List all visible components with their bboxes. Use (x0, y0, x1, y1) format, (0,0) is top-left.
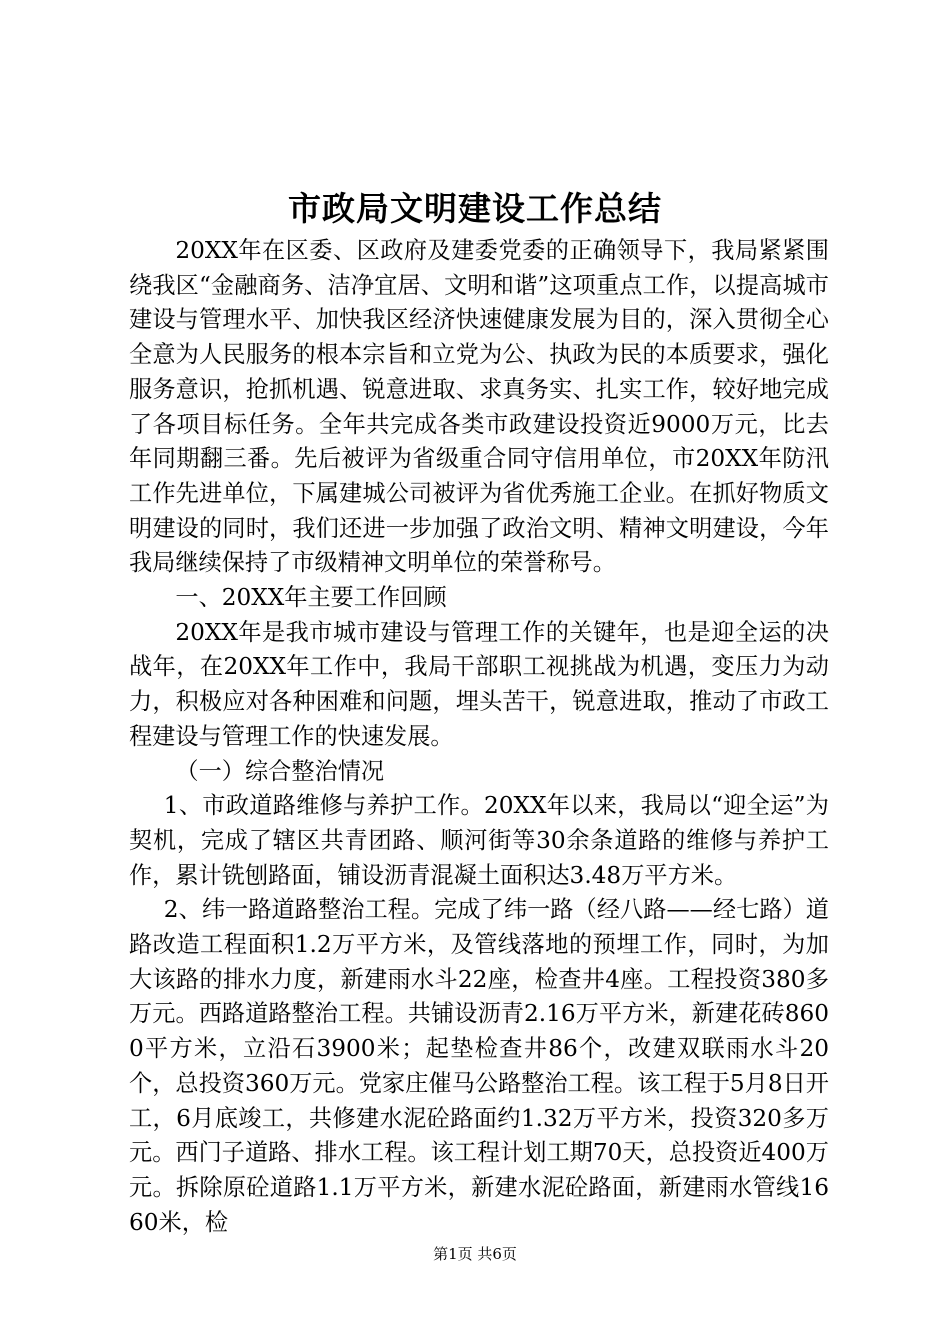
paragraph-weiyi-road: 2、纬一路道路整治工程。完成了纬一路（经八路——经七路）道路改造工程面积1.2万平方米，及管线落地的预埋工作，同时，为加大该路的排水力度，新建雨水斗22座，检查井4座。工程投资380多万元。西路道路整治工程。共铺设沥青2.16万平方米，新建花砖8600平方米，立沿石3900米；起垫检查井86个，改建双联雨水斗20个，总投资360万元。党家庄催马公路整治工程。该工程于5月8日开工，6月底竣工，共修建水泥砼路面约1.32万平方米，投资320多万元。西门子道路、排水工程。该工程计划工期70天，总投资近400万元。拆除原砼道路1.1万平方米，新建水泥砼路面，新建雨水管线1660米，检 (129, 896, 829, 1236)
paragraph-road-maintenance: 1、市政道路维修与养护工作。20XX年以来，我局以“迎全运”为契机，完成了辖区共青团路、顺河街等30余条道路的维修与养护工作，累计铣刨路面，铺设沥青混凝土面积达3.48万平方米。 (129, 792, 829, 889)
paragraph-intro: 20XX年在区委、区政府及建委党委的正确领导下，我局紧紧围绕我区“金融商务、洁净宜居、文明和谐”这项重点工作，以提高城市建设与管理水平、加快我区经济快速健康发展为目的，深入贯彻全心全意为人民服务的根本宗旨和立党为公、执政为民的本质要求，强化服务意识，抢抓机遇、锐意进取、求真务实、扎实工作，较好地完成了各项目标任务。全年共完成各类市政建设投资近9000万元，比去年同期翻三番。先后被评为省级重合同守信用单位，市20XX年防汛工作先进单位，下属建城公司被评为省优秀施工企业。在抓好物质文明建设的同时，我们还进一步加强了政治文明、精神文明建设，今年我局继续保持了市级精神文明单位的荣誉称号。 (129, 237, 829, 577)
paragraph-review: 20XX年是我市城市建设与管理工作的关键年，也是迎全运的决战年，在20XX年工作中，我局干部职工视挑战为机遇，变压力为动力，积极应对各种困难和问题，埋头苦干，锐意进取，推动了市政工程建设与管理工作的快速发展。 (129, 618, 829, 750)
document-title: 市政局文明建设工作总结 (288, 189, 662, 228)
page-footer: 第1页 共6页 (433, 1245, 517, 1263)
document-body (129, 234, 829, 1240)
section-heading-review: 一、20XX年主要工作回顾 (175, 584, 447, 612)
subsection-heading-comprehensive: （一）综合整治情况 (175, 757, 385, 785)
